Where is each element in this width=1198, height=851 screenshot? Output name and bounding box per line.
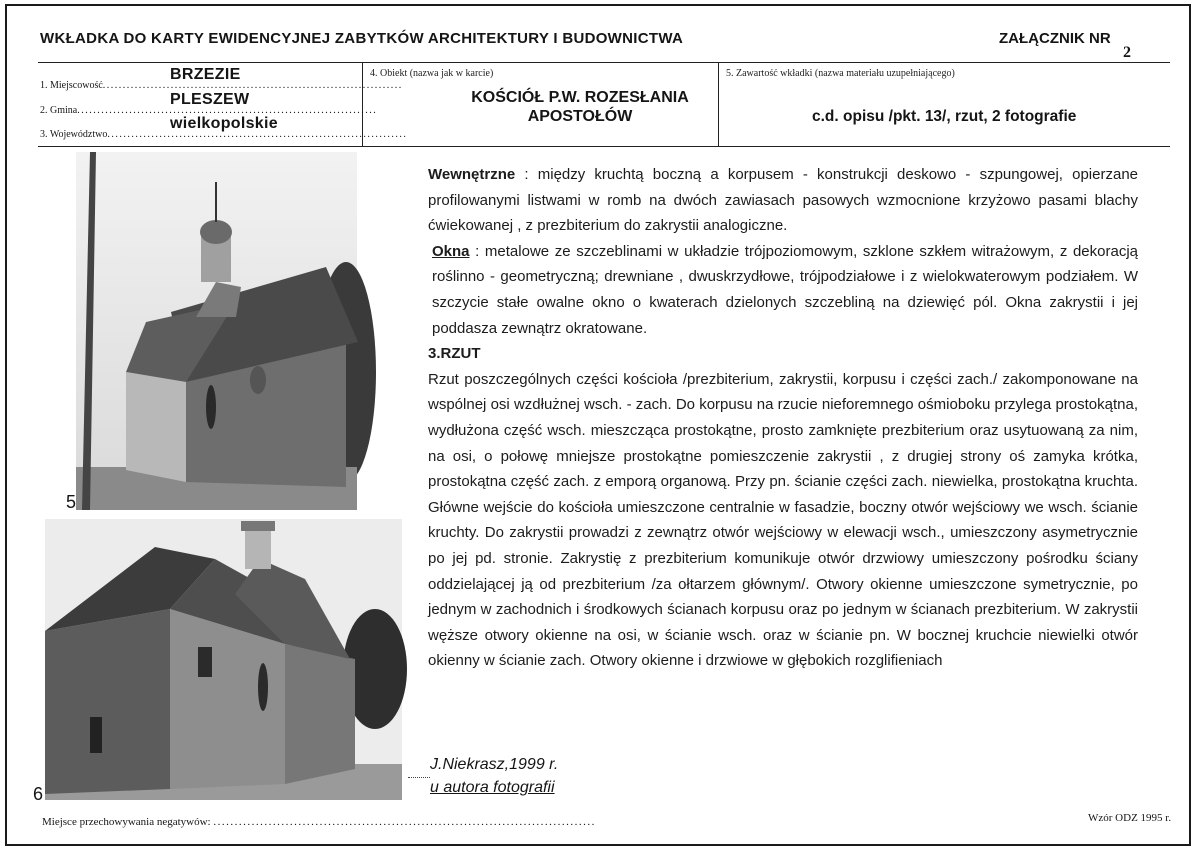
voivodeship-label: 3. Województwo [40,129,108,140]
plan-text: Rzut poszczególnych części kościoła /prezbiterium, zakrystii, korpusu i części zach./ zakomponowane na wspólnej osi wzdłużnej wsch. - zach. Do korpusu na rzucie nieforemnego ośmioboku przylega prostokątna, wydłużona część wsch. mieszcząca prostokątne, prosto zamknięte prezbiterium oraz usytuowaną za nim, na osi, o połowę mniejsze prostokątne pomieszczenie zakrystii , z drugiej strony oś zamyka krótka, prostokątna część zach. z emporą organową. Przy pn. ścianie części zach. niewielka, prostokątna kruchta. Główne wejście do kościoła umieszczone centralnie w fasadzie, boczny otwór wejściowy we wsch. ścianie kruchty. Do zakrystii prowadzi z zewnątrz otwór wejściowy w elewacji wsch., umieszczony asymetrycznie po jej pd. stronie. Zakrystię z prezbiterium komunikuje otwór drzwiowy umieszczony pośrodku ściany oddzielającej ją od prezbiterium /za ołtarzem głównym/. Otwory okienne umieszczone symetrycznie, po jednym w zachodnich i środkowych ścianach korpusu oraz po jednym w ścianach prezbiterium. W zakrystii węższe otwory okienne na osi, w ścianie wsch. oraz w ścianie pn. W bocznej kruchcie niewielki otwór okienny w ścianie zach. Otwory okienne i drzwiowe w głębokich rozglifieniach [428,370,1138,670]
content-label: 5. Zawartość wkładki (nazwa materiału uzupełniającego) [726,68,955,79]
object-label: 4. Obiekt (nazwa jak w karcie) [370,68,494,79]
form-code: Wzór ODZ 1995 r. [1088,812,1172,824]
content-value: c.d. opisu /pkt. 13/, rzut, 2 fotografie [812,108,1077,125]
locality-row: 1. Miejscowość........................................................................... [40,80,403,91]
signature-dots [408,777,430,778]
photo-number-5: 5 [66,492,77,512]
object-value: KOŚCIÓŁ P.W. ROZESŁANIA APOSTOŁÓW [471,89,689,125]
plan-heading: 3.RZUT [428,345,481,363]
commune-label: 2. Gmina [40,105,78,116]
interior-text: : między kruchtą boczną a korpusem - konstrukcji deskowo - szpungowej, opierzane profilowanymi listwami w romb na dwóch zawiasach pasowych wzmocnione krzyżowo pasami blachy ćwiekowanej , z prezbiterium do zakrystii analogiczne. [428,166,1138,235]
voivodeship-row: 3. Województwo........................................................................... [40,129,408,140]
windows-paragraph [428,239,1138,341]
locality-value: BRZEZIE [170,66,241,83]
author-signature: J.Niekrasz,1999 r. [430,756,559,773]
interior-paragraph [428,162,1138,239]
photo-church-2 [45,519,402,800]
interior-heading: Wewnętrzne [428,166,516,183]
header-rule [38,62,1170,63]
locality-label: 1. Miejscowość [40,80,103,91]
photo-holder: u autora fotografii [430,779,555,796]
description-text [428,162,1138,674]
windows-text: : metalowe ze szczeblinami w układzie trójpoziomowym, szklone szkłem witrażowym, z dekoracją roślinno - geometryczną; drewniane , dwuskrzydłowe, trójpodziałowe i z wielokwaterowym podziałem. W szczycie stałe owalne okno o kwaterach dzielonych szczebliną na dziewięć pól. Okna zakrystii i jej poddasza zewnątrz okratowane. [432,242,1138,337]
photo-number-6: 6 [33,784,44,804]
photo-church-1 [76,152,357,510]
voivodeship-value: wielkopolskie [170,115,278,132]
fields-bottom-rule [38,146,1170,147]
commune-row: 2. Gmina........................................................................... [40,105,378,116]
negatives-label: Miejsce przechowywania negatywów: [42,816,211,828]
negatives-location: Miejsce przechowywania negatywów: .......................................................................................... [42,816,596,828]
commune-value: PLESZEW [170,91,250,108]
annex-label: ZAŁĄCZNIK NR [999,30,1111,47]
windows-heading: Okna [432,242,470,260]
annex-number: 2 [1123,44,1131,61]
form-title: WKŁADKA DO KARTY EWIDENCYJNEJ ZABYTKÓW ARCHITEKTURY I BUDOWNICTWA [40,30,684,47]
